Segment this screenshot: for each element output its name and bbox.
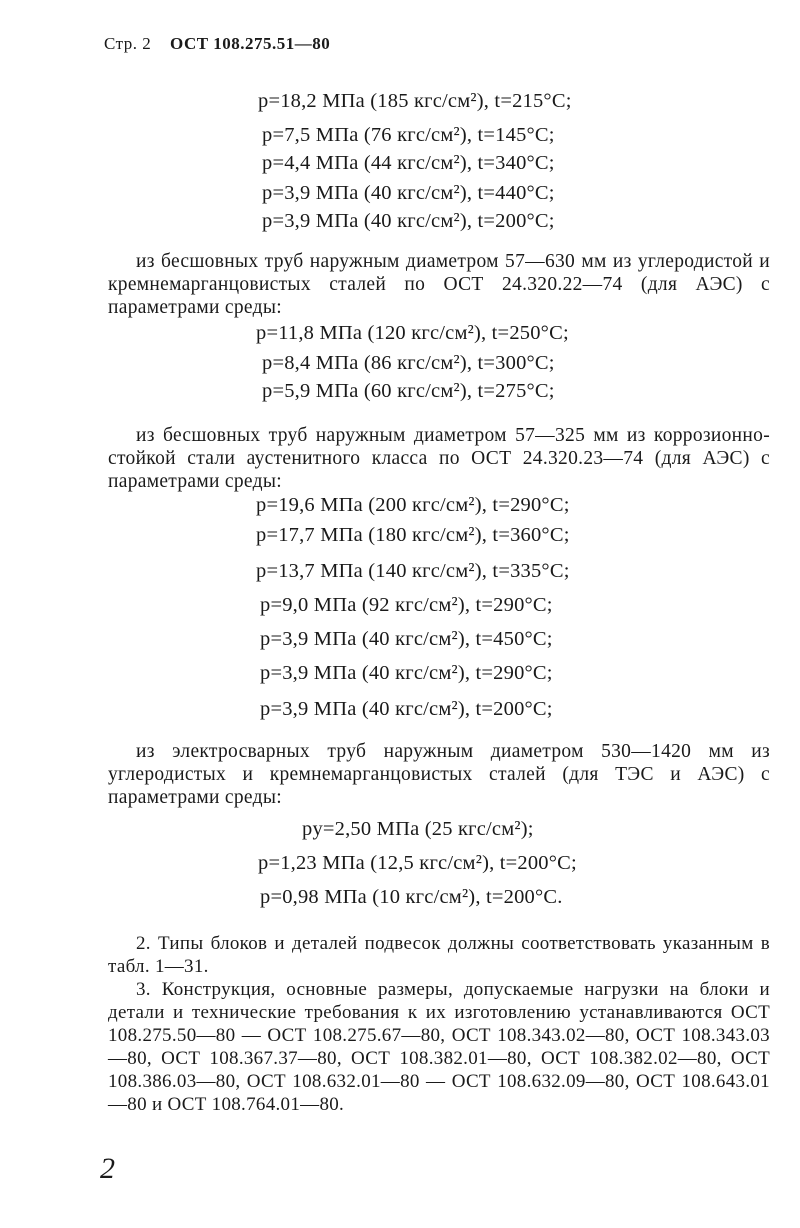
page-number: 2: [100, 1152, 115, 1185]
parameter-line: p=17,7 МПа (180 кгс/см²), t=360°С;: [256, 524, 570, 546]
parameter-line: p=18,2 МПа (185 кгс/см²), t=215°С;: [258, 90, 572, 112]
paragraph-section-3: 3. Конструкция, основные размеры, допускаемые нагрузки на блоки и детали и технические требования к их изготовлению устанавливаются ОСТ 108.275.50—80 — ОСТ 108.275.67—80, ОСТ 108.343.02—80, ОСТ 108.343.03—80, ОСТ 108.367.37—80, ОСТ 108.382.01—80, ОСТ 108.382.02—80, ОСТ 108.386.03—80, ОСТ 108.632.01—80 — ОСТ 108.632.09—80, ОСТ 108.643.01—80 и ОСТ 108.764.01—80.: [108, 979, 770, 1115]
parameter-line: p=3,9 МПа (40 кгс/см²), t=440°С;: [262, 182, 555, 204]
parameter-line: p=3,9 МПа (40 кгс/см²), t=450°С;: [260, 628, 553, 650]
parameter-line: p=4,4 МПа (44 кгс/см²), t=340°С;: [262, 152, 555, 174]
parameter-line: p=7,5 МПа (76 кгс/см²), t=145°С;: [262, 124, 555, 146]
page-label: Стр. 2: [104, 34, 152, 53]
parameter-line: p=19,6 МПа (200 кгс/см²), t=290°С;: [256, 494, 570, 516]
parameter-line: p=1,23 МПа (12,5 кгс/см²), t=200°С;: [258, 852, 577, 874]
parameter-line: p=9,0 МПа (92 кгс/см²), t=290°С;: [260, 594, 553, 616]
paragraph-welded: из электросварных труб наружным диаметром 530—1420 мм из углеродистых и кремнемарганцовистых сталей (для ТЭС и АЭС) с параметрами среды:: [108, 741, 770, 808]
parameter-line: pу=2,50 МПа (25 кгс/см²);: [302, 818, 534, 840]
parameter-line: p=0,98 МПа (10 кгс/см²), t=200°С.: [260, 886, 563, 908]
parameter-line: p=3,9 МПа (40 кгс/см²), t=290°С;: [260, 662, 553, 684]
parameter-line: p=5,9 МПа (60 кгс/см²), t=275°С;: [262, 380, 555, 402]
parameter-line: p=3,9 МПа (40 кгс/см²), t=200°С;: [260, 698, 553, 720]
parameter-line: p=13,7 МПа (140 кгс/см²), t=335°С;: [256, 560, 570, 582]
paragraph-seamless-austenitic: из бесшовных труб наружным диаметром 57—325 мм из коррозионно-стойкой стали аустенитного класса по ОСТ 24.320.23—74 (для АЭС) с параметрами среды:: [108, 425, 770, 492]
parameter-line: p=11,8 МПа (120 кгс/см²), t=250°С;: [256, 322, 569, 344]
paragraph-section-2: 2. Типы блоков и деталей подвесок должны соответствовать указанным в табл. 1—31.: [108, 933, 770, 977]
parameter-line: p=3,9 МПа (40 кгс/см²), t=200°С;: [262, 210, 555, 232]
parameter-line: p=8,4 МПа (86 кгс/см²), t=300°С;: [262, 352, 555, 374]
page-header: [104, 34, 330, 54]
standard-code: ОСТ 108.275.51—80: [170, 34, 331, 53]
paragraph-seamless-carbon: из бесшовных труб наружным диаметром 57—630 мм из углеродистой и кремнемарганцовистых сталей по ОСТ 24.320.22—74 (для АЭС) с параметрами среды:: [108, 251, 770, 318]
